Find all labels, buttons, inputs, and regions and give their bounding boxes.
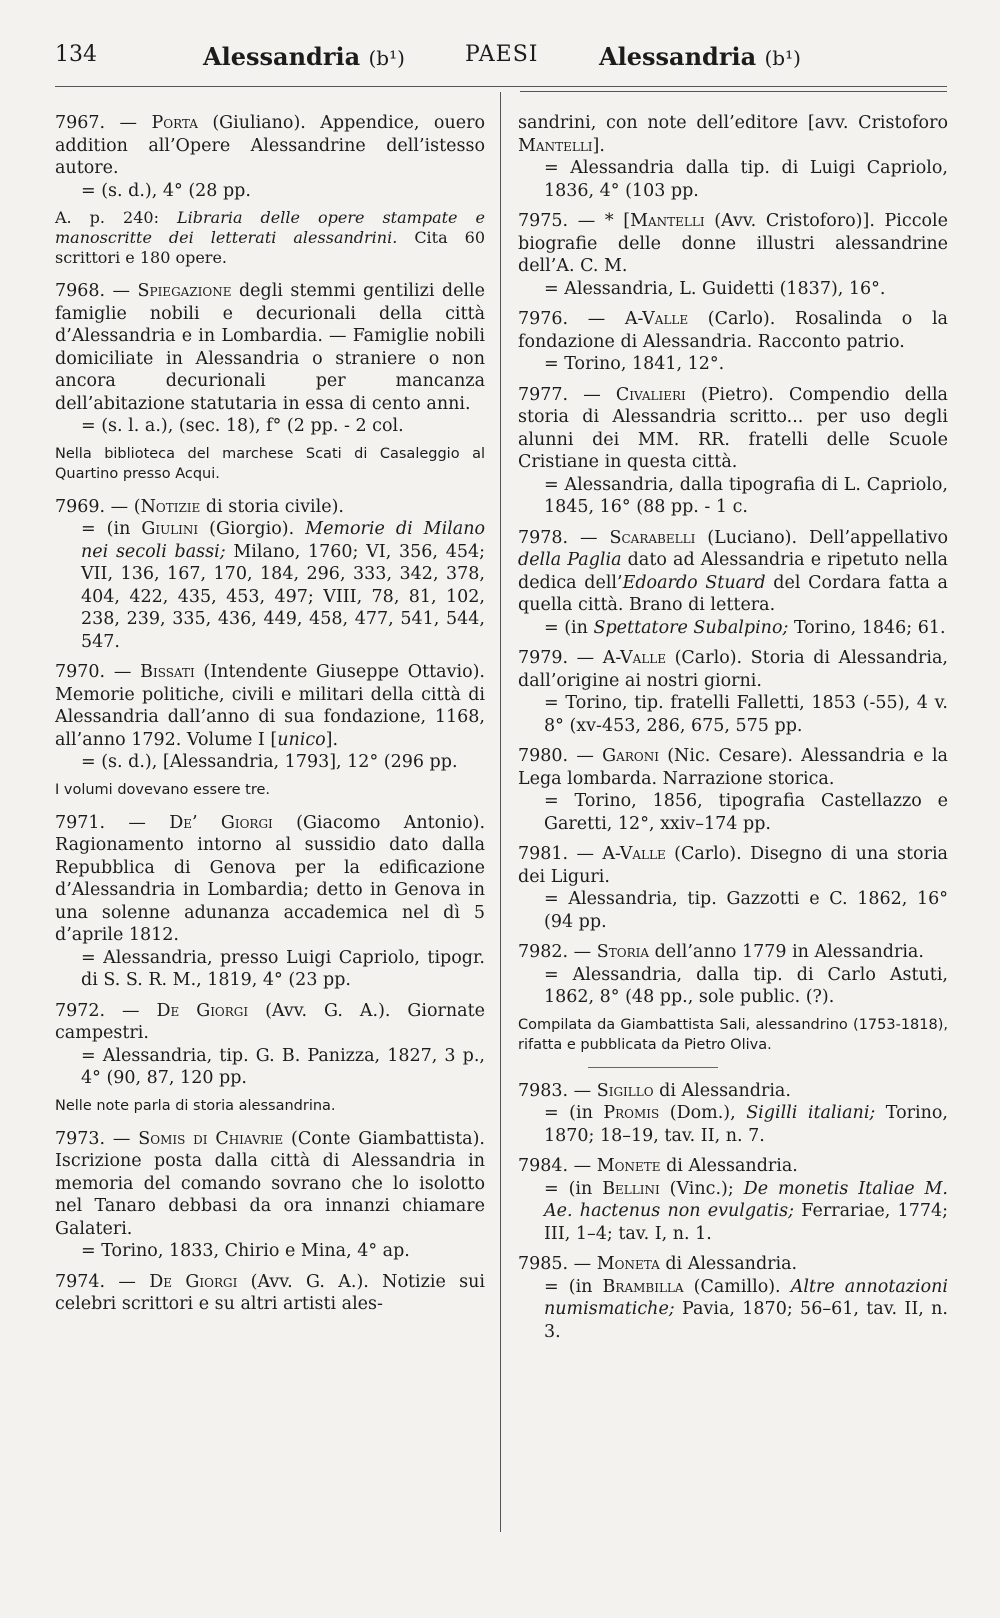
entry-separator bbox=[588, 1067, 718, 1068]
entry-7976 bbox=[518, 308, 948, 376]
entry-title-italic: unico bbox=[277, 729, 326, 750]
entry-title: (Intendente Giuseppe Ottavio). Memorie politiche, civili e militari della città di Alessandria dall’anno di sua fondazione, 1168, all’anno 1792. Volume I [ bbox=[55, 662, 485, 750]
entry-title: sandrini, con note dell’editore [avv. Cristoforo bbox=[518, 113, 948, 133]
page-number: 134 bbox=[55, 42, 97, 67]
entry-title-italic-2: Edoardo Stuard bbox=[622, 572, 766, 593]
entry-number: 7972. — bbox=[55, 1000, 157, 1021]
imprint-name: (Giorgio). bbox=[198, 519, 306, 539]
entry-number: 7967. — bbox=[55, 113, 152, 133]
imprint-name: (Vinc.); bbox=[659, 1178, 744, 1199]
entry-7971 bbox=[55, 812, 485, 992]
entry-title-middle: dato ad Alessandria e ripetuto nella dedica dell’ bbox=[518, 550, 948, 593]
entry-imprint: = (s. l. a.), (sec. 18), f° (2 pp. - 2 col. bbox=[81, 416, 404, 436]
entry-number: 7979. — bbox=[518, 648, 603, 668]
entry-7979 bbox=[518, 647, 948, 737]
entry-text bbox=[55, 112, 485, 180]
entry-author: Storia bbox=[596, 942, 650, 962]
header-left-title-text: Alessandria bbox=[203, 42, 361, 71]
entry-title: (Avv. G. A.). Giornate campestri. bbox=[55, 1000, 485, 1043]
entry-text bbox=[518, 647, 948, 692]
header-right-title bbox=[599, 42, 801, 71]
header-rule bbox=[55, 86, 947, 87]
entry-title: dell’anno 1779 in Alessandria. bbox=[649, 942, 924, 962]
entry-text bbox=[518, 941, 948, 964]
entry-text bbox=[518, 384, 948, 474]
imprint-prefix: = (in bbox=[544, 617, 594, 638]
entry-number: 7985. — bbox=[518, 1254, 597, 1274]
entry-author: De Giorgi bbox=[149, 1271, 238, 1292]
entry-number: 7983. — bbox=[518, 1080, 597, 1101]
imprint-details: Ferrariae, 1774; III, 1–4; tav. I, n. 1. bbox=[544, 1201, 948, 1244]
entry-title: (Pietro). Compendio della storia di Alessandria scritto... per uso degli alunni dei MM. RR. fratelli delle Scuole Cristiane in questa città. bbox=[518, 384, 948, 472]
entry-author: Notizie bbox=[140, 496, 201, 517]
entry-7978 bbox=[518, 527, 948, 640]
entry-imprint: = Torino, 1833, Chirio e Mina, 4° ap. bbox=[81, 1241, 410, 1261]
entry-author: Civalieri bbox=[615, 384, 686, 405]
entry-title: degli stemmi gentilizi delle famiglie nobili e decurionali della città d’Alessandria e in Lombardia. — Famiglie nobili domiciliate in Alessandria o straniere o non ancora decurionali per mancanza dell’abitazione statutaria in essa di cento anni. bbox=[55, 281, 485, 414]
imprint-details: Torino, 1870; 18–19, tav. II, n. 7. bbox=[544, 1103, 948, 1146]
entry-text bbox=[518, 210, 948, 278]
entry-title: (Conte Giambattista). Iscrizione posta dalla città di Alessandria in memoria del comando sovrano che lo isolotto nel Tanaro debbasi da ora innanzi chiamare Galateri. bbox=[55, 1128, 485, 1239]
entry-7981 bbox=[518, 843, 948, 933]
imprint-author: Giulini bbox=[141, 519, 199, 539]
entry-author: De Giorgi bbox=[156, 1000, 249, 1021]
entry-number: 7975. — * [ bbox=[518, 211, 631, 231]
entry-author: Scarabelli bbox=[609, 527, 696, 548]
entry-imprint bbox=[518, 617, 948, 640]
entry-author: De’ Giorgi bbox=[169, 812, 273, 833]
entry-title-end: del Cordara fatta a quella città. Brano di lettera. bbox=[518, 572, 948, 615]
entry-imprint bbox=[518, 1178, 948, 1246]
entry-title: (Carlo). Rosalinda o la fondazione di Alessandria. Racconto patrio. bbox=[518, 309, 948, 352]
entry-imprint: = Torino, tip. fratelli Falletti, 1853 (-55), 4 v. 8° (xv-453, 286, 675, 575 pp. bbox=[544, 693, 948, 736]
entry-imprint: = Alessandria dalla tip. di Luigi Capriolo, 1836, 4° (103 pp. bbox=[544, 158, 948, 201]
entry-number: 7980. — bbox=[518, 746, 603, 766]
entry-number: 7971. — bbox=[55, 812, 170, 833]
header-rule-secondary bbox=[520, 91, 947, 92]
entry-number: 7973. — bbox=[55, 1128, 139, 1149]
entry-editor: Mantelli bbox=[518, 135, 593, 156]
entry-imprint: = (s. d.), [Alessandria, 1793], 12° (296 pp. bbox=[81, 752, 458, 772]
entry-number: 7968. — bbox=[55, 281, 138, 301]
entry-text bbox=[518, 1155, 948, 1178]
entry-author: Somis di Chiavrie bbox=[138, 1128, 284, 1149]
entry-text bbox=[518, 112, 948, 157]
entry-number: 7974. — bbox=[55, 1271, 150, 1292]
entry-imprint: = Alessandria, L. Guidetti (1837), 16°. bbox=[544, 278, 886, 299]
entry-7973 bbox=[55, 1128, 485, 1263]
entry-imprint: = Alessandria, dalla tipografia di L. Capriolo, 1845, 16° (88 pp. - 1 c. bbox=[544, 474, 948, 517]
entry-text bbox=[55, 1000, 485, 1045]
imprint-author: Bellini bbox=[602, 1178, 660, 1199]
header-right-subtitle: (b¹) bbox=[764, 46, 801, 70]
entry-title: (Avv. Cristoforo)]. Piccole biografie delle donne illustri alessandrine dell’A. C. M. bbox=[518, 211, 948, 276]
entry-number: 7970. — bbox=[55, 662, 141, 682]
entry-note: I volumi dovevano essere tre. bbox=[55, 781, 271, 798]
imprint-name: (Dom.), bbox=[659, 1103, 747, 1123]
imprint-details: Pavia, 1870; 56–61, tav. II, n. 3. bbox=[544, 1299, 948, 1342]
entry-text bbox=[55, 661, 485, 751]
imprint-title: Memorie di Milano nei secoli bassi; bbox=[81, 519, 486, 562]
entry-title-italic: della Paglia bbox=[518, 550, 622, 570]
entry-title-end: ]. bbox=[325, 729, 339, 750]
entry-text bbox=[55, 496, 485, 519]
entry-title: (Luciano). Dell’appellativo bbox=[695, 527, 948, 548]
imprint-details: Torino, 1846; 61. bbox=[788, 617, 946, 638]
entry-author: Bissati bbox=[140, 662, 195, 682]
entry-title: di Alessandria. bbox=[653, 1080, 791, 1101]
entry-7970 bbox=[55, 661, 485, 800]
entry-imprint: = Torino, 1856, tipografia Castellazzo e Garetti, 12°, xxiv–174 pp. bbox=[544, 791, 948, 834]
entry-author: Porta bbox=[151, 113, 198, 133]
entry-note bbox=[55, 208, 485, 268]
entry-number: 7969. — ( bbox=[55, 496, 141, 517]
entry-7982 bbox=[518, 941, 948, 1055]
entry-text bbox=[518, 745, 948, 790]
note-text: Cita 60 scrittori e 180 opere. bbox=[55, 228, 486, 267]
entry-title: (Carlo). Storia di Alessandria, dall’origine ai nostri giorni. bbox=[518, 648, 948, 691]
entry-7967 bbox=[55, 112, 485, 268]
entry-7969 bbox=[55, 496, 485, 654]
header-right-title-text: Alessandria bbox=[599, 42, 757, 71]
entry-text bbox=[518, 843, 948, 888]
entry-imprint: = (s. d.), 4° (28 pp. bbox=[81, 180, 251, 201]
entry-7985 bbox=[518, 1253, 948, 1343]
note-ref: A. p. 240: bbox=[55, 208, 178, 227]
entry-text bbox=[55, 1271, 485, 1316]
imprint-title: Spettatore Subalpino; bbox=[593, 617, 789, 638]
entry-text bbox=[518, 308, 948, 353]
imprint-title: Altre annotazioni numismatiche; bbox=[544, 1276, 948, 1319]
running-header bbox=[55, 42, 945, 82]
header-left-subtitle: (b¹) bbox=[368, 46, 405, 70]
entry-text bbox=[55, 812, 485, 947]
column-divider bbox=[500, 92, 501, 1532]
entry-author: Spiegazione bbox=[137, 281, 232, 301]
right-column bbox=[518, 112, 948, 1351]
entry-author: A-Valle bbox=[602, 648, 667, 668]
entry-7977 bbox=[518, 384, 948, 519]
entry-number: 7978. — bbox=[518, 527, 610, 548]
imprint-prefix: = (in bbox=[544, 1276, 603, 1297]
entry-text bbox=[518, 1253, 948, 1276]
entry-7983 bbox=[518, 1080, 948, 1148]
entry-author: Mantelli bbox=[630, 211, 705, 231]
entry-imprint bbox=[518, 1102, 948, 1147]
entry-imprint: = Alessandria, dalla tip. di Carlo Astuti, 1862, 8° (48 pp., sole public. (?). bbox=[544, 964, 948, 1007]
entry-text bbox=[55, 280, 485, 415]
entry-imprint: = Alessandria, tip. G. B. Panizza, 1827, 3 p., 4° (90, 87, 120 pp. bbox=[81, 1045, 485, 1088]
entry-title: (Giuliano). Appendice, ouero addition all’Opere Alessandrine dell’istesso autore. bbox=[55, 113, 485, 178]
entry-text bbox=[518, 527, 948, 617]
entry-imprint bbox=[518, 1276, 948, 1344]
entry-author: Moneta bbox=[596, 1254, 660, 1274]
entry-title-end: ]. bbox=[592, 135, 605, 156]
entry-title: (Nic. Cesare). Alessandria e la Lega lombarda. Narrazione storica. bbox=[518, 746, 948, 789]
entry-7972 bbox=[55, 1000, 485, 1116]
entry-title: di Alessandria. bbox=[660, 1156, 798, 1176]
imprint-title: De monetis Italiae M. Ae. hactenus non evulgatis; bbox=[544, 1178, 948, 1221]
imprint-prefix: = (in bbox=[544, 1103, 604, 1123]
entry-note: Nelle note parla di storia alessandrina. bbox=[55, 1097, 336, 1114]
entry-7980 bbox=[518, 745, 948, 835]
imprint-prefix: = (in bbox=[81, 519, 142, 539]
entry-7968 bbox=[55, 280, 485, 484]
entry-7984 bbox=[518, 1155, 948, 1245]
imprint-name: (Camillo). bbox=[683, 1276, 791, 1297]
entry-number: 7976. — bbox=[518, 309, 625, 329]
entry-title: (Carlo). Disegno di una storia dei Liguri. bbox=[518, 844, 948, 887]
entry-title: di Alessandria. bbox=[659, 1254, 798, 1274]
entry-note: Compilata da Giambattista Sali, alessandrino (1753-1818), rifatta e pubblicata da Pietro Oliva. bbox=[518, 1016, 948, 1053]
entry-author: A-Valle bbox=[624, 309, 689, 329]
note-title: Libraria delle opere stampate e manoscritte dei letterati alessandrini. bbox=[55, 208, 486, 247]
entry-number: 7982. — bbox=[518, 942, 597, 962]
left-column bbox=[55, 112, 485, 1324]
entry-number: 7981. — bbox=[518, 844, 603, 864]
entry-imprint: = Alessandria, presso Luigi Capriolo, tipogr. di S. S. R. M., 1819, 4° (23 pp. bbox=[81, 947, 485, 990]
entry-imprint bbox=[55, 518, 485, 653]
entry-number: 7977. — bbox=[518, 384, 616, 405]
entry-author: Sigillo bbox=[596, 1080, 654, 1101]
entry-7975 bbox=[518, 210, 948, 300]
entry-number: 7984. — bbox=[518, 1156, 597, 1176]
entry-7974 bbox=[55, 1271, 485, 1316]
imprint-author: Promis bbox=[603, 1103, 660, 1123]
entry-note: Nella biblioteca del marchese Scati di Casaleggio al Quartino presso Acqui. bbox=[55, 445, 485, 482]
entry-author: Garoni bbox=[602, 746, 659, 766]
imprint-author: Brambilla bbox=[602, 1276, 684, 1297]
entry-title: (Avv. G. A.). Notizie sui celebri scrittori e su altri artisti ales- bbox=[55, 1271, 485, 1314]
header-left-title bbox=[203, 42, 405, 71]
entry-author: A-Valle bbox=[602, 844, 666, 864]
entry-text bbox=[518, 1080, 948, 1103]
imprint-prefix: = (in bbox=[544, 1178, 603, 1199]
entry-title: (Giacomo Antonio). Ragionamento intorno al sussidio dato dalla Repubblica di Genova per la edificazione d’Alessandria in Lombardia; detto in Genova in una solenne adunanza accademica nel dì 5 d’aprile 1812. bbox=[55, 812, 486, 945]
entry-7974-continued bbox=[518, 112, 948, 202]
entry-author: Monete bbox=[596, 1156, 661, 1176]
entry-imprint: = Torino, 1841, 12°. bbox=[544, 354, 725, 374]
imprint-title: Sigilli italiani; bbox=[746, 1103, 876, 1123]
entry-text bbox=[55, 1128, 485, 1241]
entry-imprint: = Alessandria, tip. Gazzotti e C. 1862, 16° (94 pp. bbox=[544, 889, 948, 932]
header-section: PAESI bbox=[465, 42, 539, 67]
entry-title: di storia civile). bbox=[200, 496, 344, 517]
imprint-details: Milano, 1760; VI, 356, 454; VII, 136, 167, 170, 184, 296, 333, 342, 378, 404, 422, 435, 453, 497; VIII, 78, 81, 102, 238, 239, 335, 436, 449, 458, 477, 541, 544, 547. bbox=[81, 541, 485, 652]
